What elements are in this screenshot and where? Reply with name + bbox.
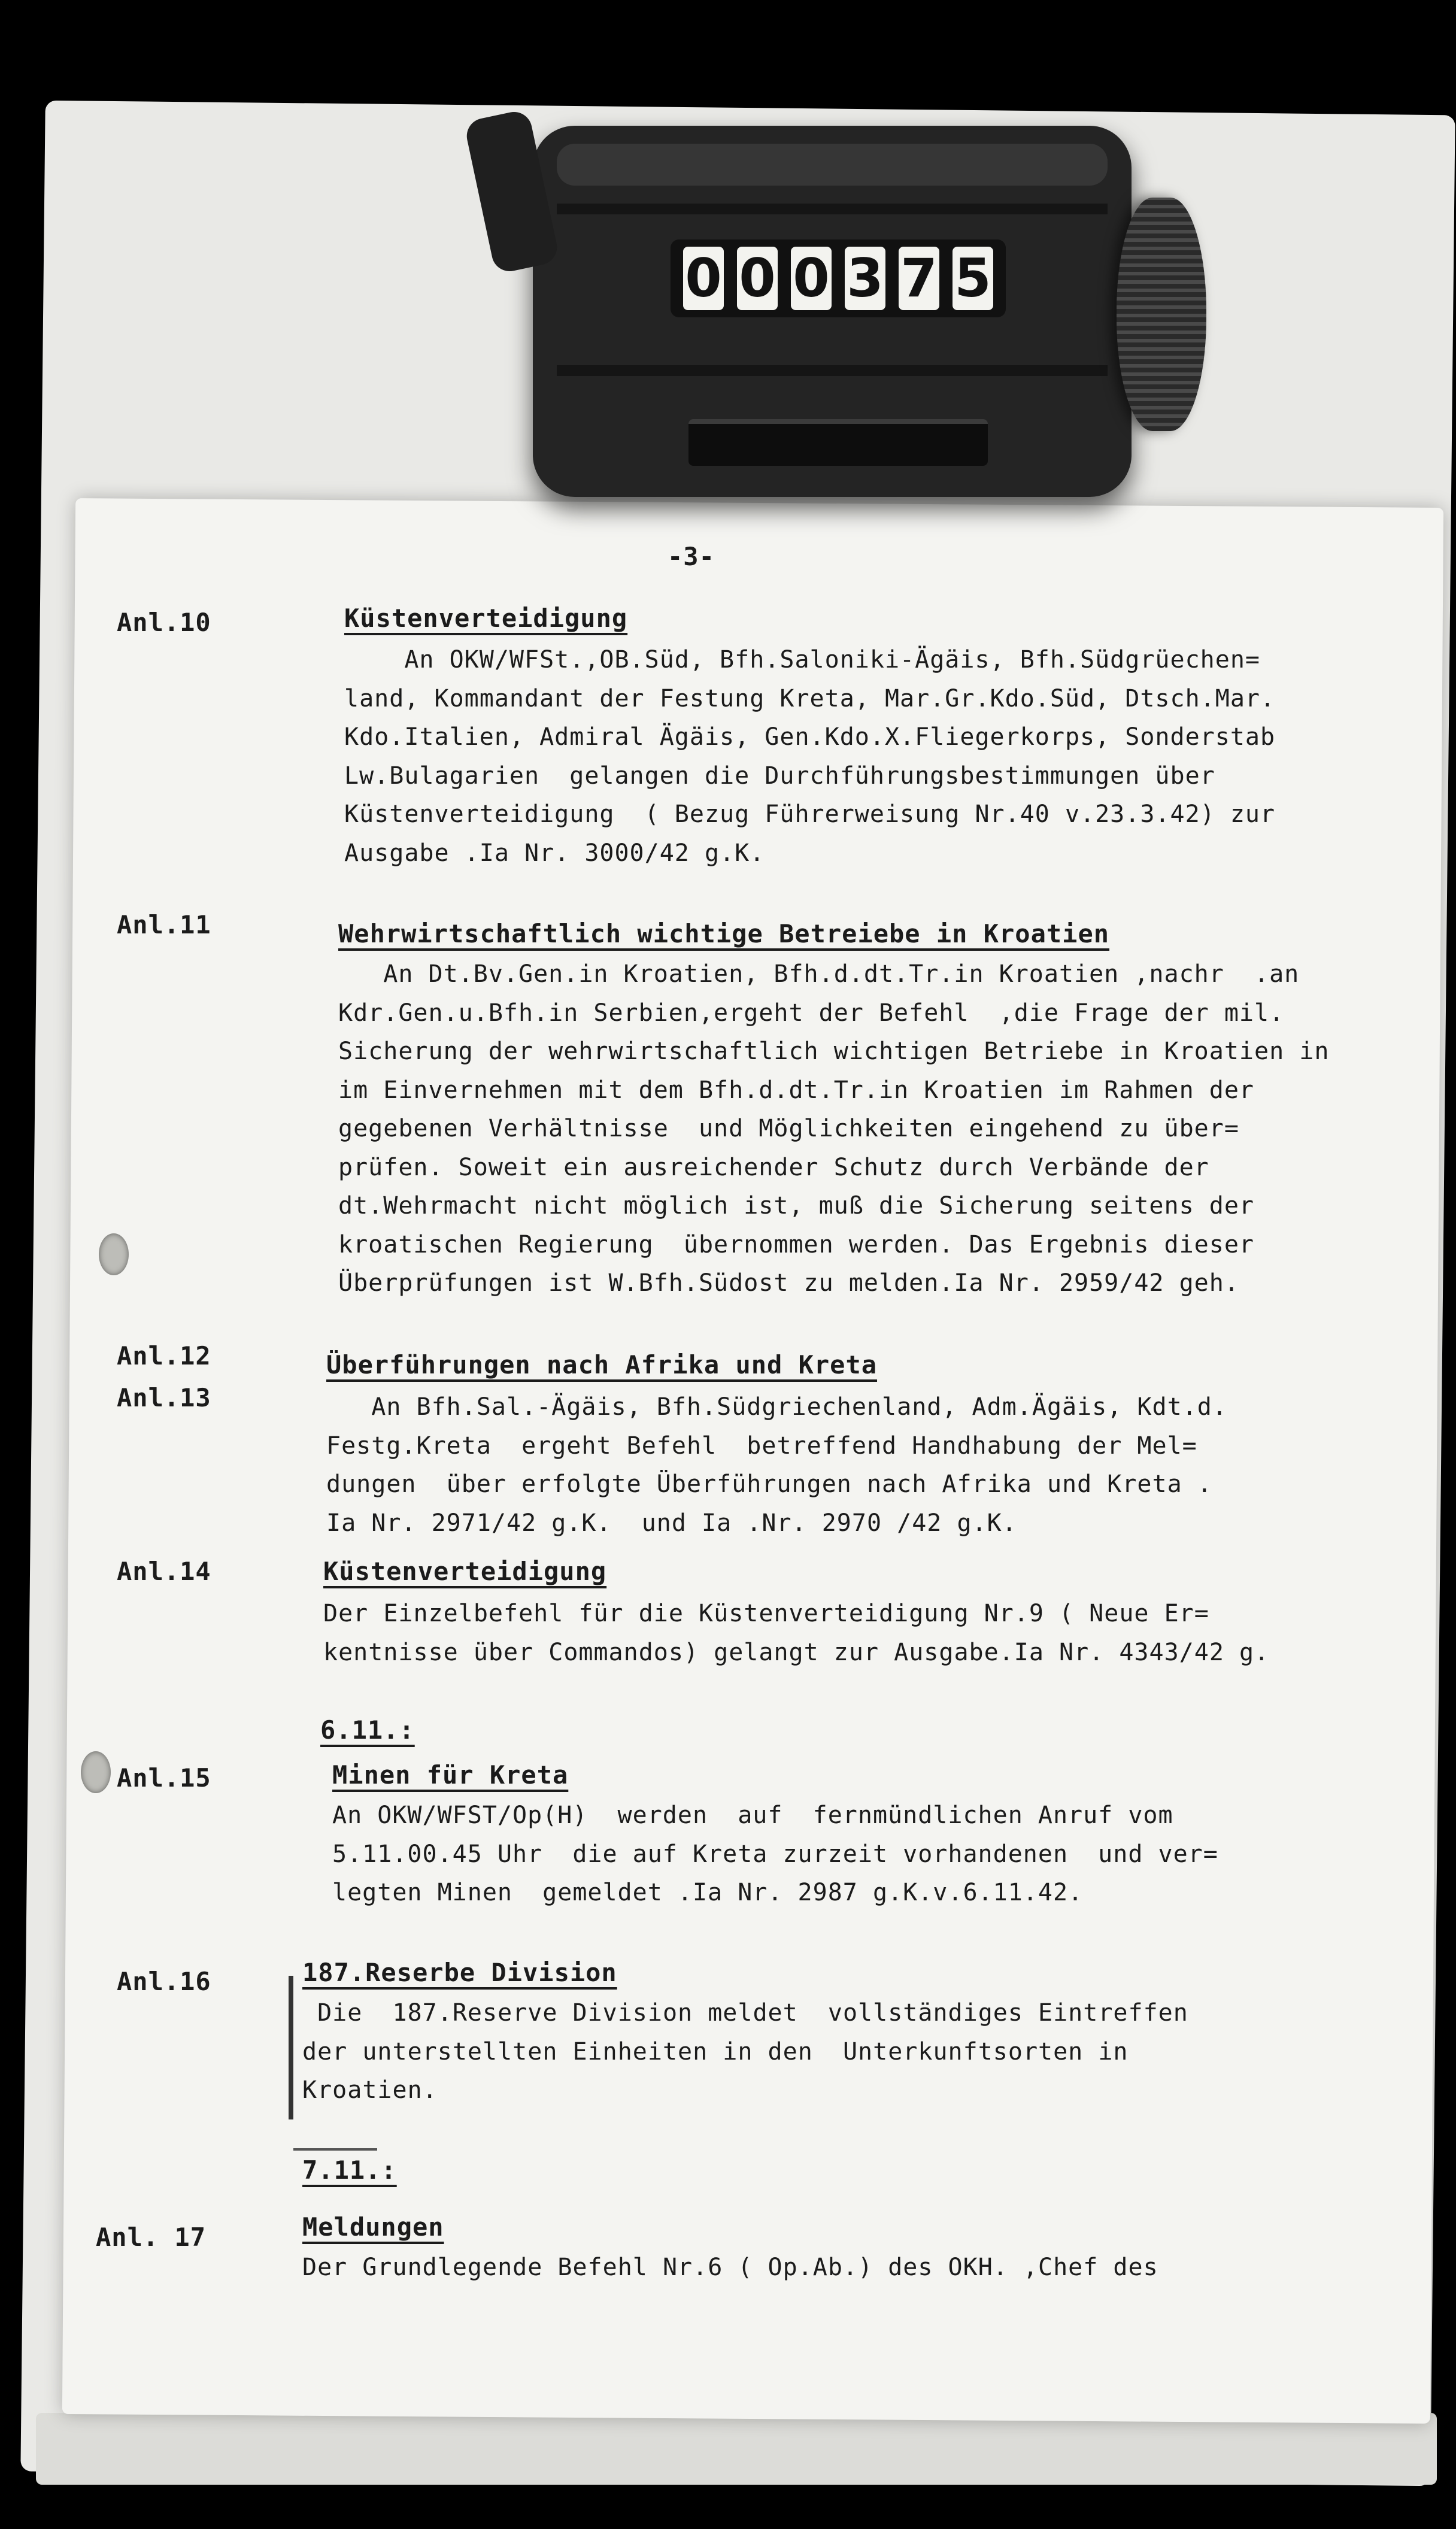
section-body [302,2248,1368,2287]
annex-label: Anl.12 [117,1341,211,1370]
text-line: Kroatien. [302,2076,438,2104]
section-heading: Küstenverteidigung [344,604,628,633]
page-number: -3- [668,542,715,571]
text-line: prüfen. Soweit ein ausreichender Schutz durch Verbände der [338,1153,1209,1181]
text-line: land, Kommandant der Festung Kreta, Mar.Gr.Kdo.Süd, Dtsch.Mar. [344,684,1276,712]
text-line: 5.11.00.45 Uhr die auf Kreta zurzeit vorhandenen und ver= [332,1840,1218,1868]
section-heading: Meldungen [302,2212,444,2242]
section-body [344,641,1410,872]
text-line: Lw.Bulagarien gelangen die Durchführungsbestimmungen über [344,762,1215,790]
text-line: An Dt.Bv.Gen.in Kroatien, Bfh.d.dt.Tr.in Kroatien ,nachr .an [338,960,1300,988]
annex-label: Anl.14 [117,1557,211,1586]
text-line: legten Minen gemeldet .Ia Nr. 2987 g.K.v.6.11.42. [332,1879,1084,1906]
text-line: Der Einzelbefehl für die Küstenverteidigung Nr.9 ( Neue Er= [323,1600,1209,1627]
date-heading: 7.11.: [302,2155,397,2185]
margin-bracket [289,1976,293,2119]
text-line: dt.Wehrmacht nicht möglich ist, muß die Sicherung seitens der [338,1192,1255,1220]
section-body [302,1994,1368,2110]
text-line: gegebenen Verhältnisse und Möglichkeiten eingehend zu über= [338,1115,1239,1142]
counter-digit: 7 [899,247,939,310]
text-line: dungen über erfolgte Überführungen nach Afrika und Kreta . [326,1470,1212,1498]
text-line: Festg.Kreta ergeht Befehl betreffend Handhabung der Mel= [326,1432,1197,1460]
section-heading: Küstenverteidigung [323,1557,607,1586]
section-body [326,1388,1392,1542]
text-line: Die 187.Reserve Division meldet vollständiges Eintreffen [302,1999,1188,2027]
text-line: Kdo.Italien, Admiral Ägäis, Gen.Kdo.X.Fliegerkorps, Sonderstab [344,723,1276,751]
text-line: Küstenverteidigung ( Bezug Führerweisung Nr.40 v.23.3.42) zur [344,800,1276,828]
text-line: An OKW/WFST/Op(H) werden auf fernmündlichen Anruf vom [332,1802,1173,1829]
text-line: Ia Nr. 2971/42 g.K. und Ia .Nr. 2970 /42 g.K. [326,1509,1017,1537]
counter-digit: 0 [683,247,724,310]
annex-label: Anl. 17 [96,2222,207,2252]
section-body [332,1796,1398,1912]
text-line: kroatischen Regierung übernommen werden. Das Ergebnis dieser [338,1230,1255,1259]
counter-digit: 0 [737,247,778,310]
annex-label: Anl.16 [117,1967,211,1996]
counter-digit: 0 [791,247,832,310]
text-line: Ausgabe .Ia Nr. 3000/42 g.K. [344,839,765,867]
counter-digit: 5 [953,247,993,310]
annex-label: Anl.15 [117,1763,211,1793]
text-line: Der Grundlegende Befehl Nr.6 ( Op.Ab.) des OKH. ,Chef des [302,2254,1158,2281]
section-heading: Wehrwirtschaftlich wichtige Betreiebe in Kroatien [338,919,1110,948]
text-line: Überprüfungen ist W.Bfh.Südost zu melden.Ia Nr. 2959/42 geh. [338,1269,1239,1297]
annex-label: Anl.11 [117,910,211,939]
text-line: Kdr.Gen.u.Bfh.in Serbien,ergeht der Befehl ,die Frage der mil. [338,999,1285,1027]
text-line: An Bfh.Sal.-Ägäis, Bfh.Südgriechenland, Adm.Ägäis, Kdt.d. [326,1393,1227,1421]
section-body [338,955,1404,1303]
text-line: Sicherung der wehrwirtschaftlich wichtigen Betriebe in Kroatien in [338,1038,1330,1065]
text-line: kentnisse über Commandos) gelangt zur Ausgabe.Ia Nr. 4343/42 g. [323,1638,1270,1666]
date-heading: 6.11.: [320,1715,415,1745]
section-body [323,1594,1389,1672]
text-line: An OKW/WFSt.,OB.Süd, Bfh.Saloniki-Ägäis, Bfh.Südgrüechen= [344,646,1261,674]
annex-label: Anl.10 [117,608,211,637]
text-line: im Einvernehmen mit dem Bfh.d.dt.Tr.in Kroatien im Rahmen der [338,1076,1255,1104]
section-heading: Minen für Kreta [332,1760,569,1790]
section-heading: Überführungen nach Afrika und Kreta [326,1350,878,1379]
section-heading: 187.Reserbe Division [302,1958,617,1987]
annex-label: Anl.13 [117,1383,211,1412]
margin-bracket-line [293,2148,377,2151]
text-line: der unterstellten Einheiten in den Unterkunftsorten in [302,2037,1129,2066]
counter-digit: 3 [845,247,885,310]
